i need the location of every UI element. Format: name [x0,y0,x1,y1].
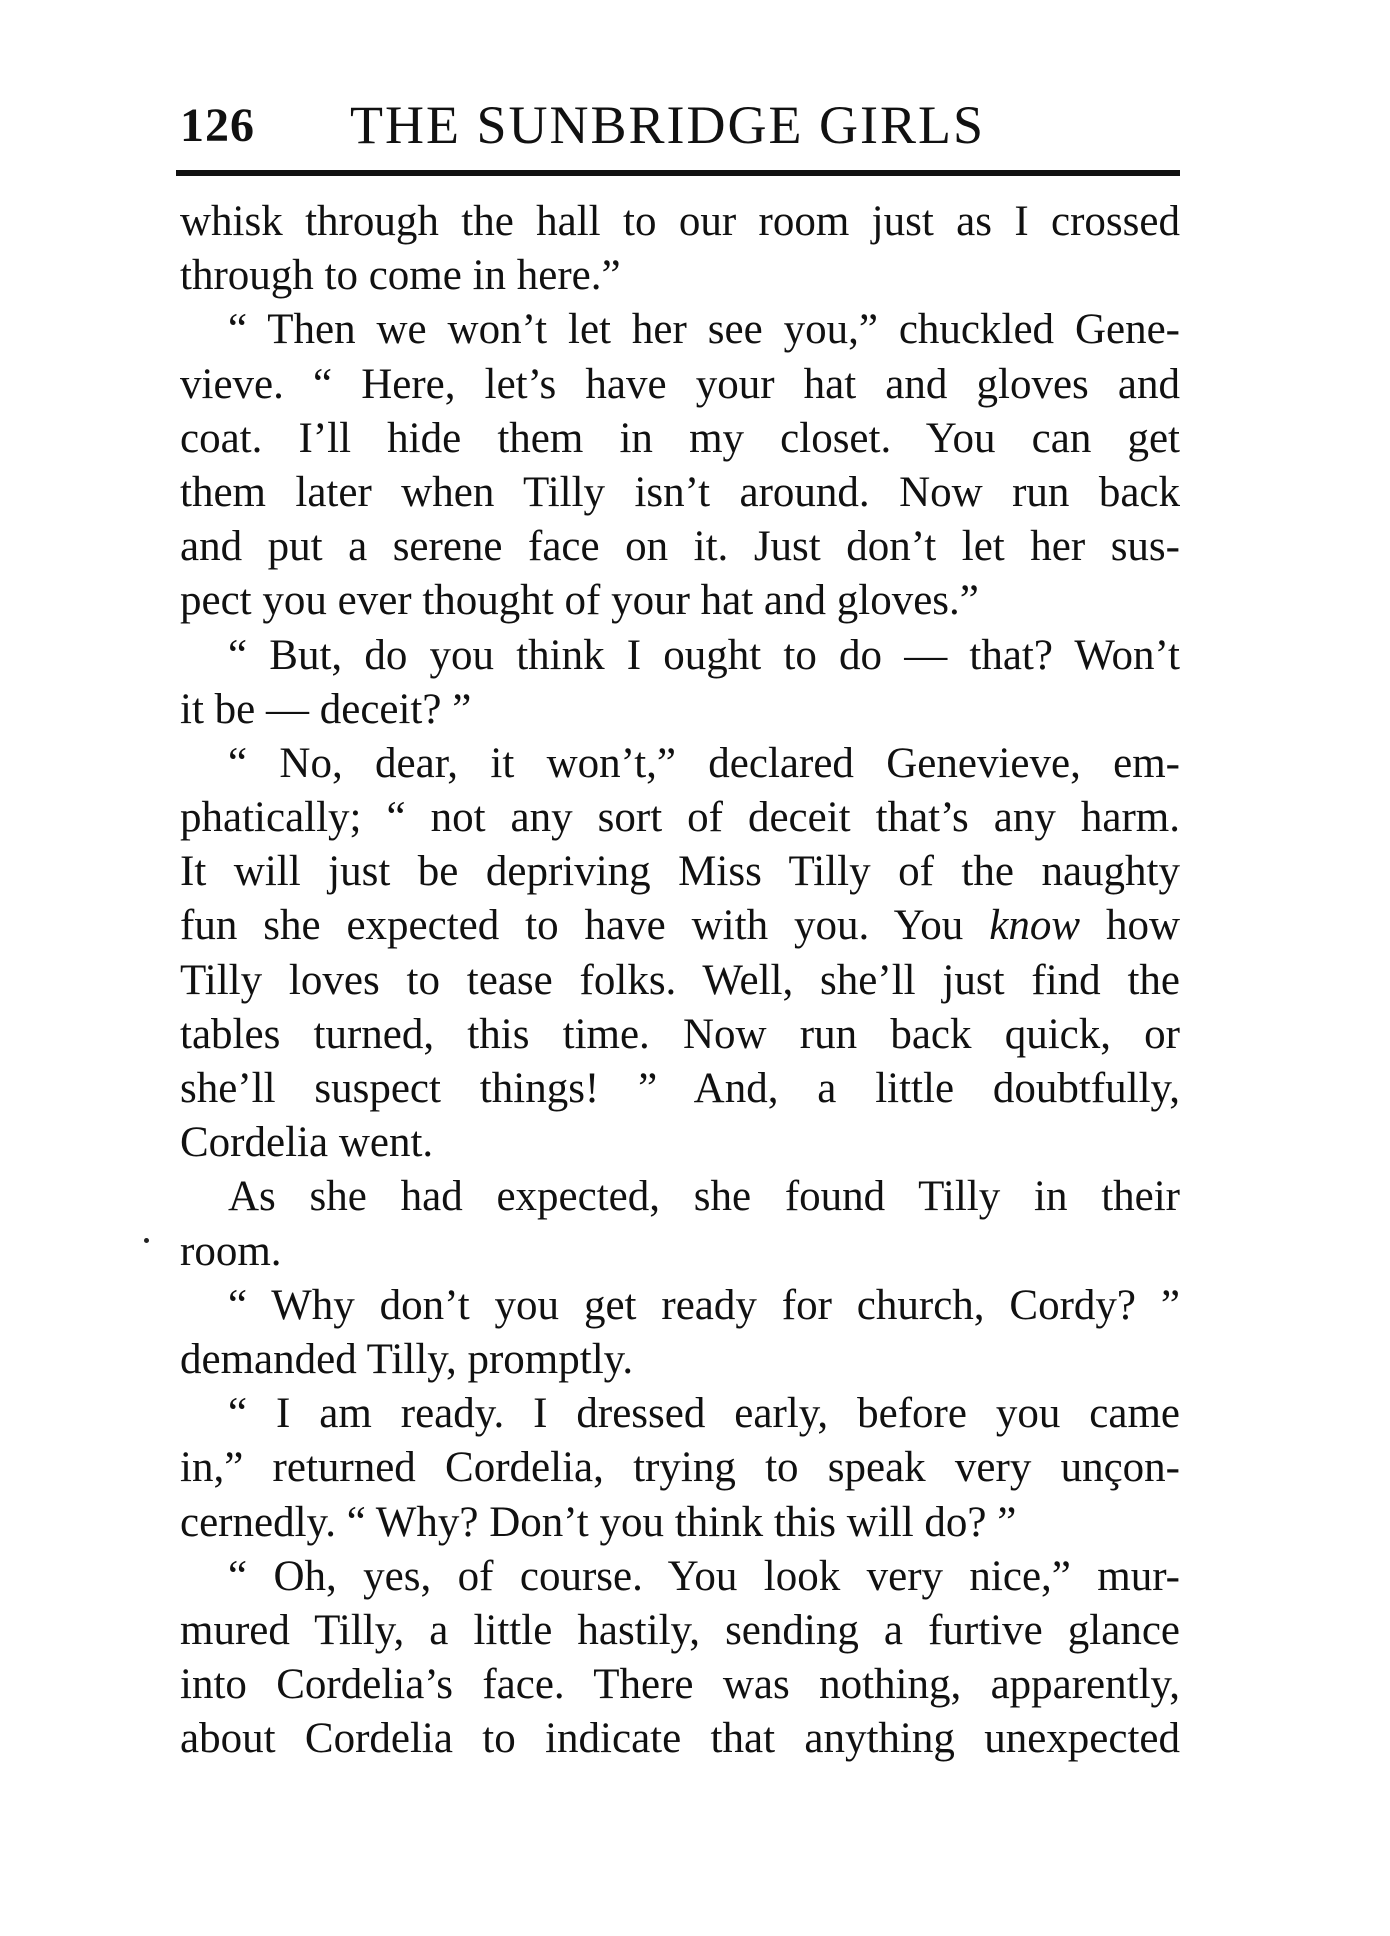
text-line: about Cordelia to indicate that anything unexpected [180,1715,1180,1763]
text-line: “ No, dear, it won’t,” declared Genevieve, em- [228,739,1180,787]
text-line: cernedly. “ Why? Don’t you think this will do? ” [180,1498,1017,1546]
text-line: in,” returned Cordelia, trying to speak very unçon- [180,1444,1180,1492]
ink-speck [144,1238,149,1243]
running-title: THE SUNBRIDGE GIRLS [350,95,986,155]
text-segment: how [1105,902,1180,950]
text-line: It will just be depriving Miss Tilly of the naughty [180,848,1180,896]
text-line: them later when Tilly isn’t around. Now run back [180,468,1180,516]
text-line: mured Tilly, a little hastily, sending a furtive glance [180,1606,1180,1654]
text-line: pect you ever thought of your hat and gloves.” [180,577,979,625]
header-rule [176,170,1180,176]
italic-word: know [989,902,1081,950]
text-line: “ Why don’t you get ready for church, Cordy? ” [228,1281,1180,1329]
text-line: “ I am ready. I dressed early, before you came [228,1390,1180,1438]
text-line: whisk through the hall to our room just as I crossed [180,198,1180,245]
text-line: phatically; “ not any sort of deceit that’s any harm. [180,794,1180,842]
page-header [180,88,1182,168]
text-line: it be — deceit? ” [180,685,472,733]
text-line: room. [180,1227,282,1275]
text-line: and put a serene face on it. Just don’t let her sus- [180,523,1180,571]
text-line: through to come in here.” [180,252,621,300]
text-line: “ Oh, yes, of course. You look very nice,” mur- [228,1552,1180,1600]
text-line: tables turned, this time. Now run back quick, or [180,1010,1180,1058]
text-line: coat. I’ll hide them in my closet. You can get [180,414,1180,462]
text-line: demanded Tilly, promptly. [180,1335,634,1383]
text-line: Cordelia went. [180,1119,434,1167]
text-line: “ But, do you think I ought to do — that? Won’t [228,631,1180,679]
text-line: vieve. “ Here, let’s have your hat and gloves and [180,360,1180,408]
text-line: “ Then we won’t let her see you,” chuckled Gene- [228,306,1180,354]
body-text [180,195,1180,1766]
text-line [180,899,1180,953]
text-segment: fun she expected to have with you. You [180,902,964,950]
text-line: she’ll suspect things! ” And, a little doubtfully, [180,1065,1180,1112]
page-number: 126 [180,99,255,152]
text-line: Tilly loves to tease folks. Well, she’ll just find the [180,956,1180,1004]
text-line: into Cordelia’s face. There was nothing, apparently, [180,1661,1180,1709]
text-line: As she had expected, she found Tilly in their [228,1173,1180,1221]
